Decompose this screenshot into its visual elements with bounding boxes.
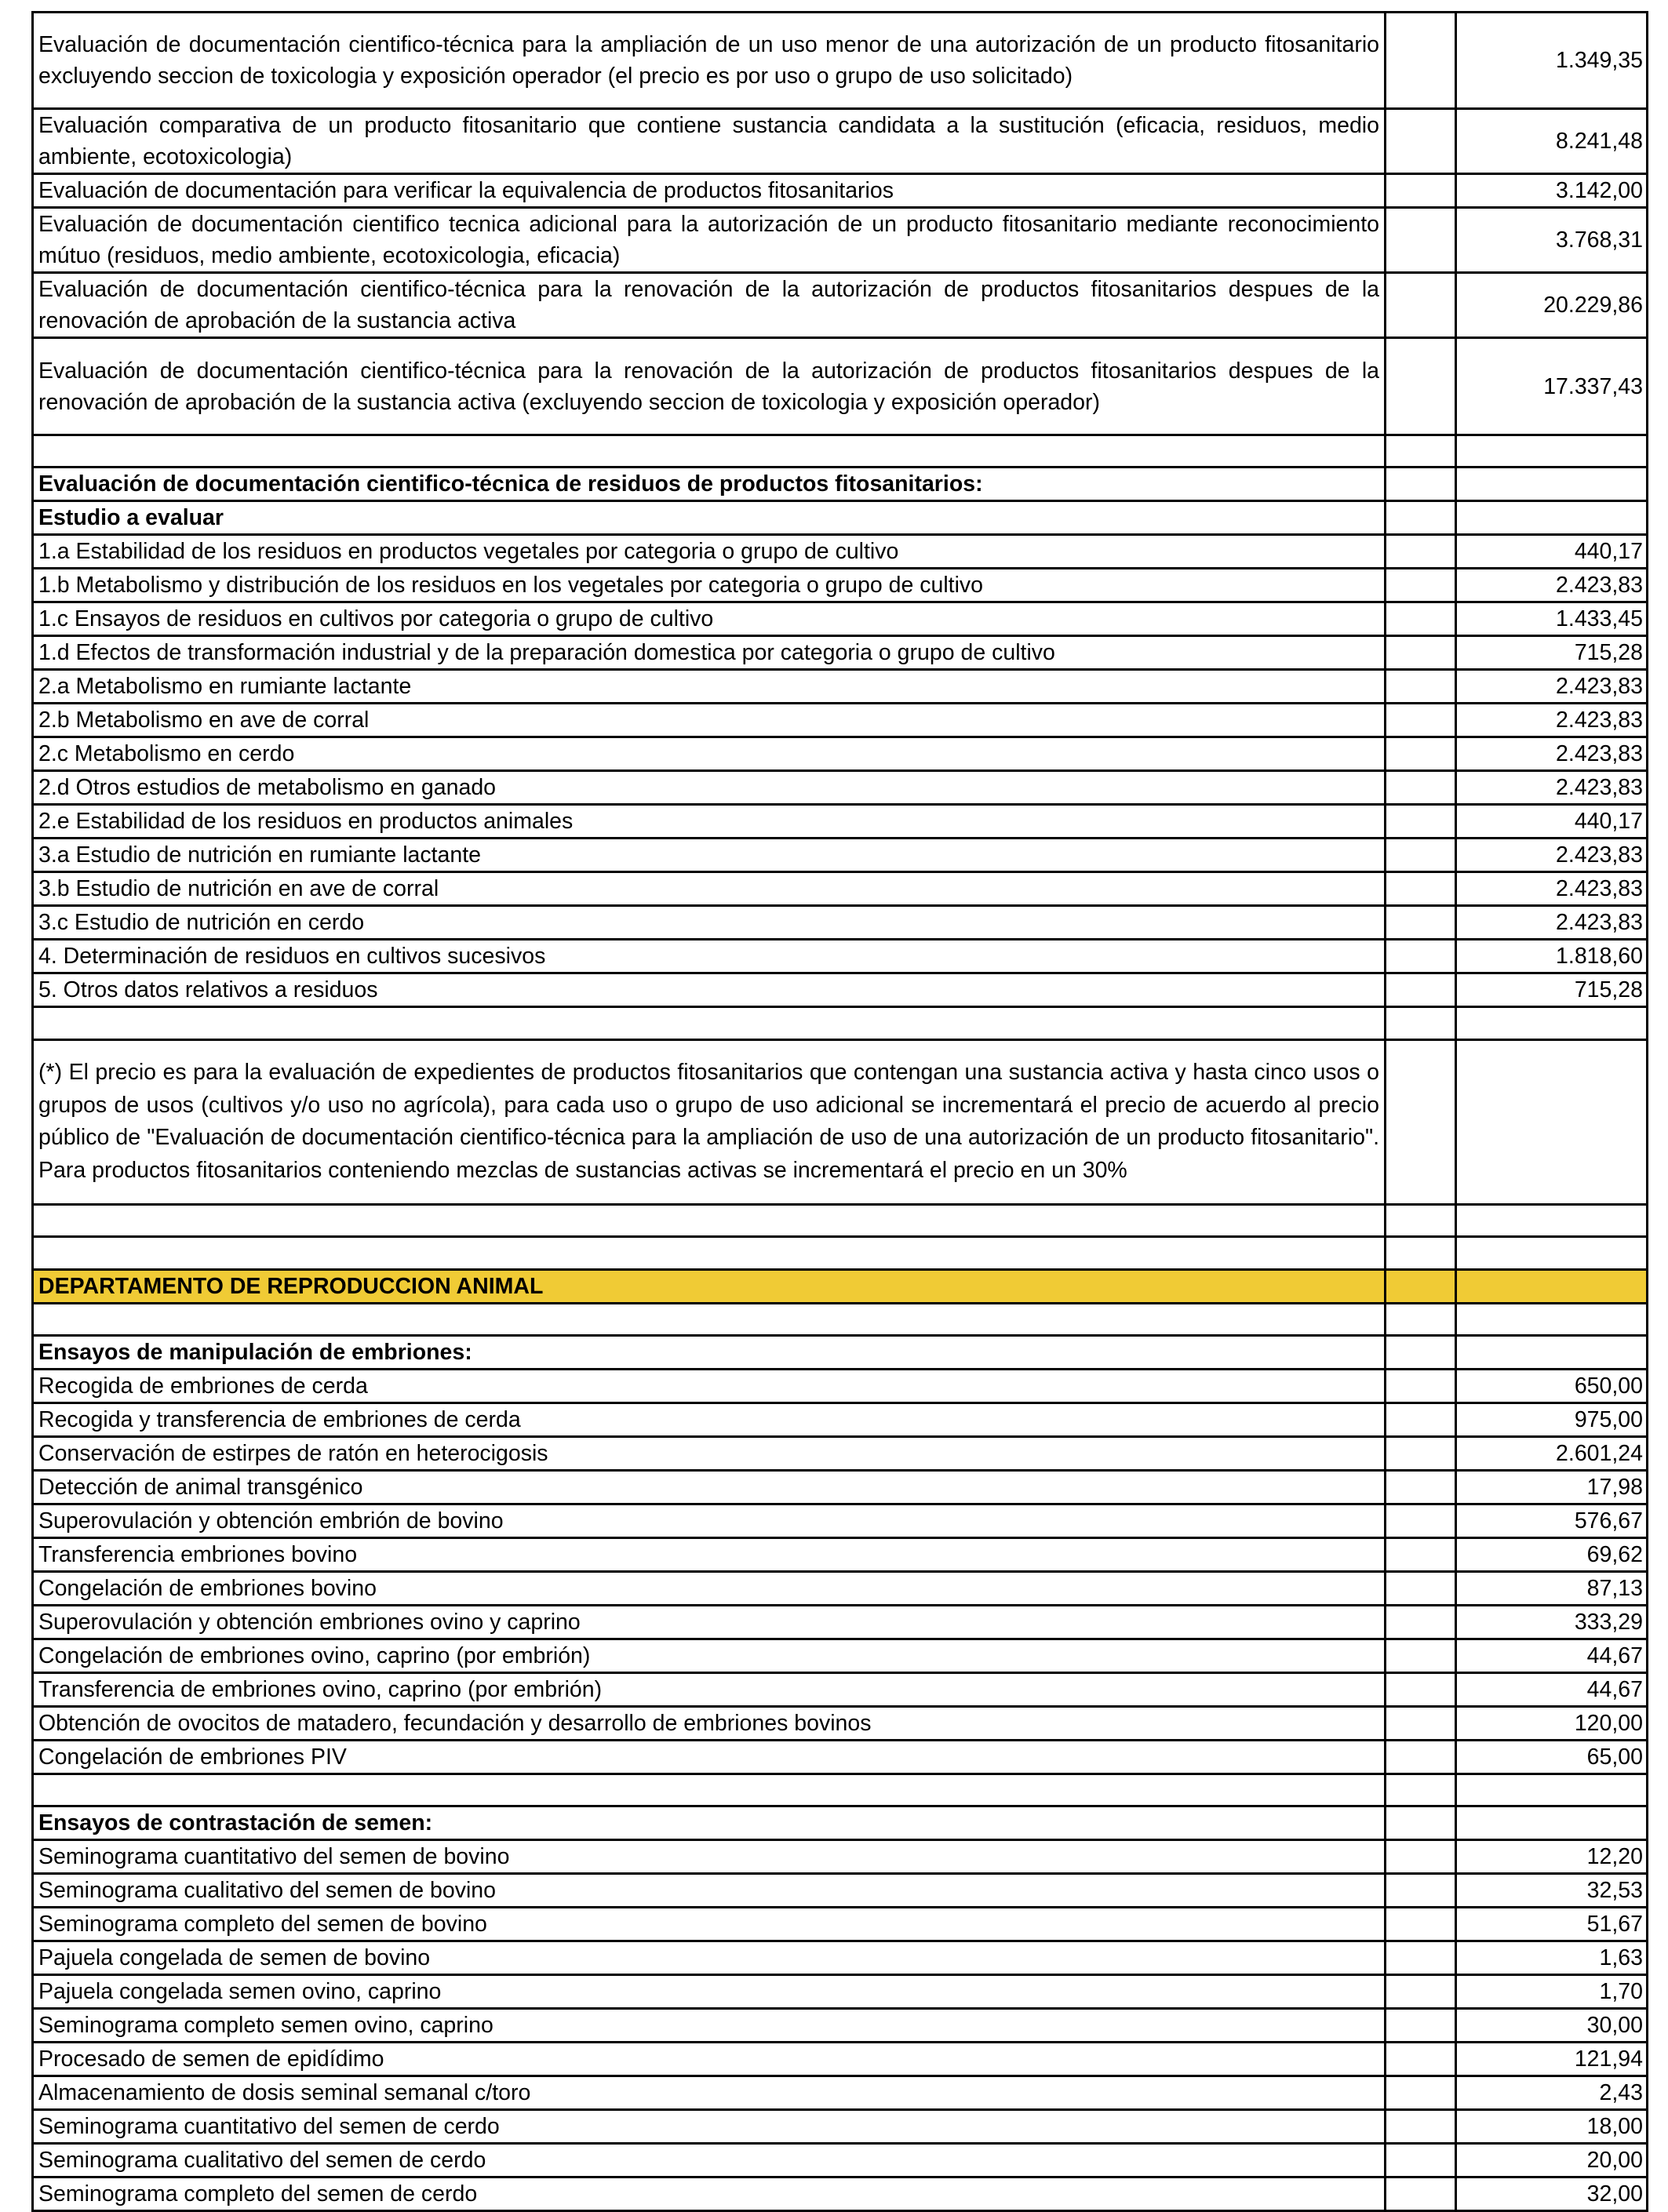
empty-cell — [1386, 1774, 1456, 1806]
item-description: Seminograma cualitativo del semen de bovino — [33, 1874, 1386, 1908]
empty-cell — [1386, 1706, 1456, 1740]
empty-cell — [1386, 1639, 1456, 1672]
item-price: 1,70 — [1456, 1975, 1648, 2009]
empty-cell — [1386, 13, 1456, 109]
item-description: Superovulación y obtención embrión de bovino — [33, 1504, 1386, 1537]
table-row — [33, 1975, 1648, 2009]
item-price: 2.423,83 — [1456, 670, 1648, 704]
item-price: 30,00 — [1456, 2009, 1648, 2043]
item-price: 650,00 — [1456, 1369, 1648, 1403]
table-row — [33, 872, 1648, 906]
item-description: 2.e Estabilidad de los residuos en productos animales — [33, 805, 1386, 839]
table-row — [33, 1639, 1648, 1672]
section-heading-row — [33, 501, 1648, 535]
item-description: Congelación de embriones ovino, caprino (por embrión) — [33, 1639, 1386, 1672]
blank-row — [33, 1303, 1648, 1335]
item-description: 4. Determinación de residuos en cultivos sucesivos — [33, 940, 1386, 973]
table-row — [33, 636, 1648, 670]
empty-cell — [1386, 704, 1456, 737]
item-description: Congelación de embriones bovino — [33, 1571, 1386, 1605]
empty-cell — [1386, 1571, 1456, 1605]
item-description: 2.d Otros estudios de metabolismo en ganado — [33, 771, 1386, 805]
table-row — [33, 109, 1648, 174]
empty-cell — [1386, 737, 1456, 771]
item-price: 2.423,83 — [1456, 839, 1648, 872]
empty-cell — [1386, 2043, 1456, 2076]
item-description: 5. Otros datos relativos a residuos — [33, 973, 1386, 1007]
table-row — [33, 1908, 1648, 1941]
section-heading-row — [33, 1806, 1648, 1840]
table-row — [33, 535, 1648, 569]
item-description: Evaluación de documentación para verificar la equivalencia de productos fitosanitarios — [33, 174, 1386, 208]
table-row — [33, 1537, 1648, 1571]
empty-cell — [1386, 1039, 1456, 1204]
empty-cell — [1386, 670, 1456, 704]
empty-cell — [1386, 1470, 1456, 1504]
item-price: 32,00 — [1456, 2177, 1648, 2211]
table-row — [33, 1840, 1648, 1874]
item-price: 18,00 — [1456, 2110, 1648, 2144]
empty-cell — [1386, 805, 1456, 839]
empty-cell — [1386, 1369, 1456, 1403]
item-description: Detección de animal transgénico — [33, 1470, 1386, 1504]
blank-row — [33, 1204, 1648, 1236]
empty-cell — [1386, 535, 1456, 569]
item-description: 2.c Metabolismo en cerdo — [33, 737, 1386, 771]
table-row — [33, 670, 1648, 704]
section-title: Ensayos de contrastación de semen: — [33, 1806, 1386, 1840]
item-price: 1,63 — [1456, 1941, 1648, 1975]
item-price: 440,17 — [1456, 535, 1648, 569]
empty-cell — [1386, 1504, 1456, 1537]
item-price: 1.433,45 — [1456, 602, 1648, 636]
item-price: 715,28 — [1456, 636, 1648, 670]
item-price: 2.601,24 — [1456, 1436, 1648, 1470]
item-price: 3.768,31 — [1456, 208, 1648, 273]
item-price: 2.423,83 — [1456, 704, 1648, 737]
item-description: 3.b Estudio de nutrición en ave de corral — [33, 872, 1386, 906]
empty-cell — [1386, 973, 1456, 1007]
table-row — [33, 2177, 1648, 2211]
empty-cell — [1456, 1007, 1648, 1039]
item-price: 17.337,43 — [1456, 338, 1648, 435]
item-description: Evaluación de documentación cientifico tecnica adicional para la autorización de un producto fitosanitario mediante reconocimiento mútuo (residuos, medio ambiente, ecotoxicologia, eficacia) — [33, 208, 1386, 273]
price-table — [31, 11, 1648, 2212]
empty-cell — [1386, 1335, 1456, 1369]
table-row — [33, 1941, 1648, 1975]
item-description: Seminograma cuantitativo del semen de bovino — [33, 1840, 1386, 1874]
empty-cell — [33, 1237, 1386, 1269]
item-description: Seminograma completo del semen de cerdo — [33, 2177, 1386, 2211]
department-heading-row — [33, 1269, 1648, 1303]
empty-cell — [1386, 872, 1456, 906]
empty-cell — [1386, 1975, 1456, 2009]
item-description: Pajuela congelada de semen de bovino — [33, 1941, 1386, 1975]
item-description: Conservación de estirpes de ratón en heterocigosis — [33, 1436, 1386, 1470]
item-price: 2,43 — [1456, 2076, 1648, 2110]
empty-cell — [1386, 1303, 1456, 1335]
table-row — [33, 2009, 1648, 2043]
item-description: 3.c Estudio de nutrición en cerdo — [33, 906, 1386, 940]
empty-cell — [1386, 1007, 1456, 1039]
empty-cell — [33, 1204, 1386, 1236]
empty-cell — [1386, 501, 1456, 535]
table-row — [33, 1369, 1648, 1403]
item-price: 44,67 — [1456, 1672, 1648, 1706]
empty-cell — [1386, 602, 1456, 636]
empty-cell — [1386, 2076, 1456, 2110]
footnote-row — [33, 1039, 1648, 1204]
empty-cell — [1386, 1840, 1456, 1874]
empty-cell — [1386, 1740, 1456, 1774]
item-price: 8.241,48 — [1456, 109, 1648, 174]
table-row — [33, 2076, 1648, 2110]
table-row — [33, 208, 1648, 273]
section-heading-row — [33, 1335, 1648, 1369]
item-description: Evaluación comparativa de un producto fitosanitario que contiene sustancia candidata a la sustitución (eficacia, residuos, medio ambiente, ecotoxicologia) — [33, 109, 1386, 174]
empty-cell — [1386, 208, 1456, 273]
empty-cell — [1386, 771, 1456, 805]
empty-cell — [1456, 1806, 1648, 1840]
item-description: Recogida de embriones de cerda — [33, 1369, 1386, 1403]
item-price: 715,28 — [1456, 973, 1648, 1007]
item-price: 32,53 — [1456, 1874, 1648, 1908]
table-row — [33, 2110, 1648, 2144]
blank-row — [33, 435, 1648, 468]
empty-cell — [1386, 2009, 1456, 2043]
table-row — [33, 906, 1648, 940]
empty-cell — [1386, 1269, 1456, 1303]
item-price: 20,00 — [1456, 2144, 1648, 2177]
empty-cell — [1386, 1237, 1456, 1269]
table-row — [33, 1706, 1648, 1740]
item-price: 333,29 — [1456, 1605, 1648, 1639]
item-price: 975,00 — [1456, 1403, 1648, 1436]
item-price: 12,20 — [1456, 1840, 1648, 1874]
item-price: 2.423,83 — [1456, 872, 1648, 906]
item-description: Almacenamiento de dosis seminal semanal c/toro — [33, 2076, 1386, 2110]
table-row — [33, 1470, 1648, 1504]
empty-cell — [33, 1007, 1386, 1039]
empty-cell — [1456, 435, 1648, 468]
table-row — [33, 1436, 1648, 1470]
table-row — [33, 1403, 1648, 1436]
table-row — [33, 273, 1648, 338]
empty-cell — [1386, 2110, 1456, 2144]
item-description: Evaluación de documentación cientifico-técnica para la renovación de la autorización de productos fitosanitarios despues de la renovación de aprobación de la sustancia activa (excluyendo seccion de toxicologia y exposición operador) — [33, 338, 1386, 435]
item-description: Seminograma cuantitativo del semen de cerdo — [33, 2110, 1386, 2144]
table-row — [33, 839, 1648, 872]
item-description: 1.d Efectos de transformación industrial y de la preparación domestica por categoria o grupo de cultivo — [33, 636, 1386, 670]
empty-cell — [1386, 1941, 1456, 1975]
table-row — [33, 338, 1648, 435]
item-description: Superovulación y obtención embriones ovino y caprino — [33, 1605, 1386, 1639]
section-heading-row — [33, 468, 1648, 501]
section-title: Estudio a evaluar — [33, 501, 1386, 535]
item-price: 120,00 — [1456, 1706, 1648, 1740]
item-price: 440,17 — [1456, 805, 1648, 839]
item-price: 17,98 — [1456, 1470, 1648, 1504]
section-title: Evaluación de documentación cientifico-técnica de residuos de productos fitosanitarios: — [33, 468, 1386, 501]
empty-cell — [1386, 435, 1456, 468]
item-price: 65,00 — [1456, 1740, 1648, 1774]
table-row — [33, 1874, 1648, 1908]
table-row — [33, 1740, 1648, 1774]
item-price: 121,94 — [1456, 2043, 1648, 2076]
empty-cell — [1456, 1269, 1648, 1303]
empty-cell — [1386, 1436, 1456, 1470]
table-row — [33, 940, 1648, 973]
empty-cell — [1386, 839, 1456, 872]
item-description: Seminograma cualitativo del semen de cerdo — [33, 2144, 1386, 2177]
table-row — [33, 973, 1648, 1007]
empty-cell — [1386, 1672, 1456, 1706]
empty-cell — [1386, 338, 1456, 435]
table-row — [33, 174, 1648, 208]
item-description: Seminograma completo semen ovino, caprino — [33, 2009, 1386, 2043]
item-description: Obtención de ovocitos de matadero, fecundación y desarrollo de embriones bovinos — [33, 1706, 1386, 1740]
price-table-body — [33, 13, 1648, 2211]
empty-cell — [1386, 174, 1456, 208]
empty-cell — [1386, 273, 1456, 338]
table-row — [33, 602, 1648, 636]
item-description: 2.b Metabolismo en ave de corral — [33, 704, 1386, 737]
item-price: 2.423,83 — [1456, 771, 1648, 805]
empty-cell — [1386, 2144, 1456, 2177]
table-row — [33, 2144, 1648, 2177]
empty-cell — [33, 435, 1386, 468]
empty-cell — [1456, 501, 1648, 535]
empty-cell — [1456, 468, 1648, 501]
empty-cell — [1456, 1204, 1648, 1236]
empty-cell — [1386, 1605, 1456, 1639]
item-price: 87,13 — [1456, 1571, 1648, 1605]
item-description: 1.c Ensayos de residuos en cultivos por categoria o grupo de cultivo — [33, 602, 1386, 636]
department-title: DEPARTAMENTO DE REPRODUCCION ANIMAL — [33, 1269, 1386, 1303]
blank-row — [33, 1774, 1648, 1806]
table-row — [33, 569, 1648, 602]
item-description: Evaluación de documentación cientifico-técnica para la ampliación de un uso menor de una autorización de un producto fitosanitario excluyendo seccion de toxicologia y exposición operador (el precio es por uso o grupo de uso solicitado) — [33, 13, 1386, 109]
table-row — [33, 805, 1648, 839]
item-description: Congelación de embriones PIV — [33, 1740, 1386, 1774]
empty-cell — [1386, 636, 1456, 670]
table-row — [33, 1605, 1648, 1639]
empty-cell — [1386, 1204, 1456, 1236]
empty-cell — [1386, 1537, 1456, 1571]
table-row — [33, 704, 1648, 737]
table-row — [33, 1504, 1648, 1537]
item-description: 1.a Estabilidad de los residuos en productos vegetales por categoria o grupo de cultivo — [33, 535, 1386, 569]
item-price: 44,67 — [1456, 1639, 1648, 1672]
empty-cell — [1386, 1874, 1456, 1908]
item-description: Seminograma completo del semen de bovino — [33, 1908, 1386, 1941]
empty-cell — [1386, 1908, 1456, 1941]
item-price: 20.229,86 — [1456, 273, 1648, 338]
empty-cell — [1386, 109, 1456, 174]
item-price: 576,67 — [1456, 1504, 1648, 1537]
item-price: 2.423,83 — [1456, 569, 1648, 602]
section-title: Ensayos de manipulación de embriones: — [33, 1335, 1386, 1369]
blank-row — [33, 1237, 1648, 1269]
item-price: 1.349,35 — [1456, 13, 1648, 109]
empty-cell — [1386, 569, 1456, 602]
table-row — [33, 1672, 1648, 1706]
item-description: Transferencia de embriones ovino, caprino (por embrión) — [33, 1672, 1386, 1706]
table-row — [33, 13, 1648, 109]
empty-cell — [1456, 1303, 1648, 1335]
item-price: 2.423,83 — [1456, 737, 1648, 771]
item-description: Recogida y transferencia de embriones de cerda — [33, 1403, 1386, 1436]
empty-cell — [1456, 1774, 1648, 1806]
empty-cell — [1456, 1335, 1648, 1369]
empty-cell — [1386, 1806, 1456, 1840]
table-row — [33, 2043, 1648, 2076]
item-description: 1.b Metabolismo y distribución de los residuos en los vegetales por categoria o grupo de cultivo — [33, 569, 1386, 602]
empty-cell — [1386, 906, 1456, 940]
footnote-text: (*) El precio es para la evaluación de expedientes de productos fitosanitarios que contengan una sustancia activa y hasta cinco usos o grupos de usos (cultivos y/o uso no agrícola), para cada uso o grupo de uso adicional se incrementará el precio de acuerdo al precio público de "Evaluación de documentación cientifico-técnica para la ampliación de uso de una autorización de un producto fitosanitario". Para productos fitosanitarios conteniendo mezclas de sustancias activas se incrementará el precio en un 30% — [33, 1039, 1386, 1204]
item-description: Evaluación de documentación cientifico-técnica para la renovación de la autorización de productos fitosanitarios despues de la renovación de aprobación de la sustancia activa — [33, 273, 1386, 338]
empty-cell — [1386, 940, 1456, 973]
item-price: 1.818,60 — [1456, 940, 1648, 973]
empty-cell — [33, 1303, 1386, 1335]
item-description: Transferencia embriones bovino — [33, 1537, 1386, 1571]
table-row — [33, 771, 1648, 805]
item-description: Pajuela congelada semen ovino, caprino — [33, 1975, 1386, 2009]
empty-cell — [33, 1774, 1386, 1806]
item-price: 69,62 — [1456, 1537, 1648, 1571]
empty-cell — [1386, 2177, 1456, 2211]
item-description: Procesado de semen de epidídimo — [33, 2043, 1386, 2076]
item-description: 2.a Metabolismo en rumiante lactante — [33, 670, 1386, 704]
blank-row — [33, 1007, 1648, 1039]
item-price: 51,67 — [1456, 1908, 1648, 1941]
empty-cell — [1386, 468, 1456, 501]
item-price: 2.423,83 — [1456, 906, 1648, 940]
item-price: 3.142,00 — [1456, 174, 1648, 208]
table-row — [33, 737, 1648, 771]
empty-cell — [1386, 1403, 1456, 1436]
table-row — [33, 1571, 1648, 1605]
item-description: 3.a Estudio de nutrición en rumiante lactante — [33, 839, 1386, 872]
empty-cell — [1456, 1039, 1648, 1204]
empty-cell — [1456, 1237, 1648, 1269]
